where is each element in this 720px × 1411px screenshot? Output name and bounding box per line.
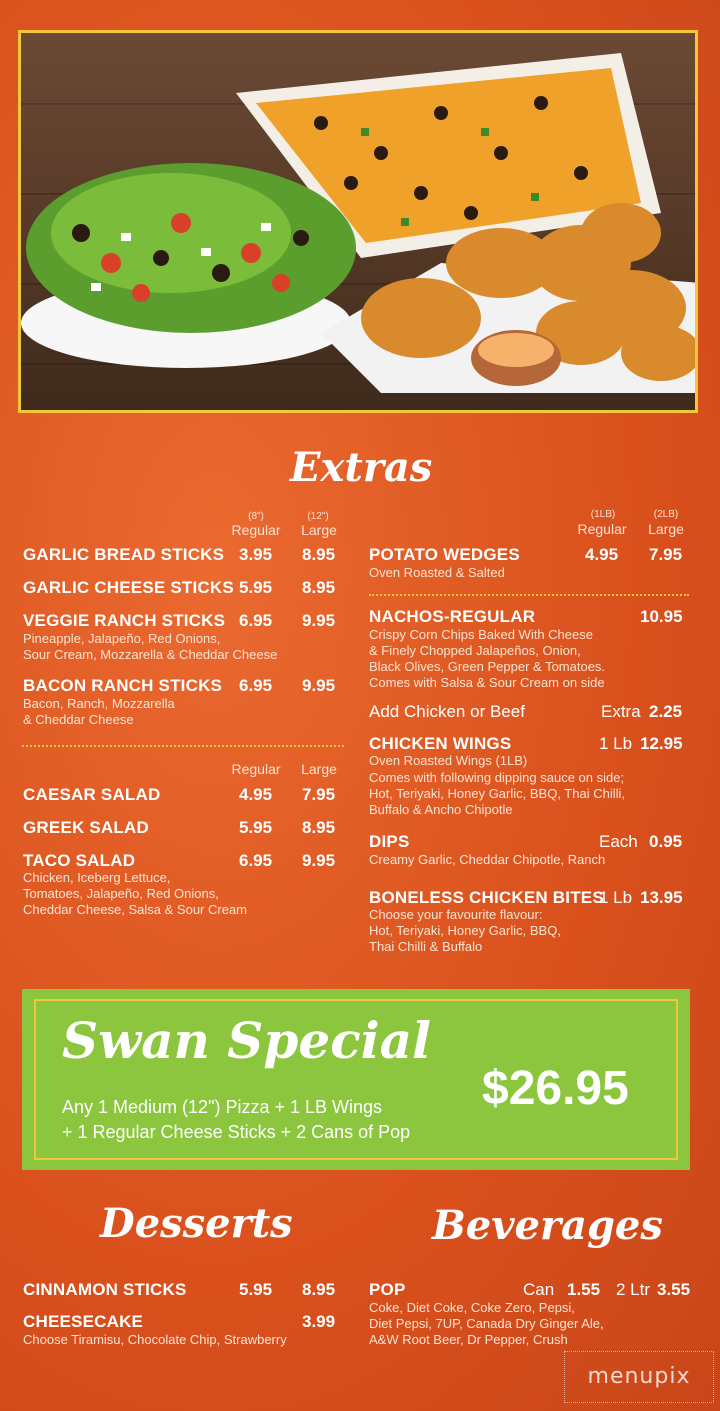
menu-item-name: POP — [369, 1280, 406, 1299]
menu-item-desc: Sour Cream, Mozzarella & Cheddar Cheese — [23, 647, 278, 662]
menu-item-price: 9.95 — [302, 851, 336, 870]
menu-item-unit: 1 Lb — [599, 734, 633, 753]
menu-item-price: 8.95 — [302, 545, 336, 564]
menu-item-price: 7.95 — [649, 545, 683, 564]
menu-item-desc: Black Olives, Green Pepper & Tomatoes. — [369, 659, 606, 674]
menu-item-name: NACHOS-REGULAR — [369, 607, 536, 626]
menu-item-name: POTATO WEDGES — [369, 545, 520, 564]
menu-item-name: GARLIC BREAD STICKS — [23, 545, 225, 564]
menu-item-price: 5.95 — [239, 578, 273, 597]
large-header: Large — [301, 761, 337, 777]
menu-item-desc: Cheddar Cheese, Salsa & Sour Cream — [23, 902, 248, 917]
menu-item-unit: Each — [599, 832, 638, 851]
menu-item-price: 9.95 — [302, 676, 336, 695]
menu-item-desc: Crispy Corn Chips Baked With Cheese — [369, 627, 593, 642]
menu-item-desc: Chicken, Iceberg Lettuce, — [23, 870, 171, 885]
menu-item-desc: Creamy Garlic, Cheddar Chipotle, Ranch — [369, 852, 606, 867]
menu-item-price: 7.95 — [302, 785, 336, 804]
menu-item-desc: Choose your favourite flavour: — [369, 907, 543, 922]
menu-item-desc: Buffalo & Ancho Chipotle — [369, 802, 513, 817]
special-line-2: + 1 Regular Cheese Sticks + 2 Cans of Pop — [62, 1122, 411, 1142]
menu-item-desc: Coke, Diet Coke, Coke Zero, Pepsi, — [369, 1300, 575, 1315]
regular-header: Regular — [231, 761, 281, 777]
menu-item-desc: Hot, Teriyaki, Honey Garlic, BBQ, — [369, 923, 561, 938]
menu-item-price: 6.95 — [239, 611, 273, 630]
can-label: Can — [523, 1280, 555, 1299]
menu-item-name: CHEESECAKE — [23, 1312, 144, 1331]
large-header: Large — [301, 522, 337, 538]
menu-item-name: GREEK SALAD — [23, 818, 149, 837]
menu-item-price: 0.95 — [649, 832, 683, 851]
menu-item-price: 5.95 — [239, 818, 273, 837]
menu-item-name: CINNAMON STICKS — [23, 1280, 187, 1299]
size-12-label: (12") — [307, 511, 329, 522]
extras-title: Extras — [290, 444, 433, 491]
special-price: $26.95 — [482, 1062, 629, 1115]
regular-header: Regular — [231, 522, 281, 538]
menu-item-price: 6.95 — [239, 851, 273, 870]
food-photo — [18, 30, 698, 413]
menu-item-price: 10.95 — [640, 607, 683, 626]
special-title: Swan Special — [62, 1011, 432, 1070]
menu-item-desc: Oven Roasted & Salted — [369, 565, 505, 580]
menu-item-desc: Diet Pepsi, 7UP, Canada Dry Ginger Ale, — [369, 1316, 604, 1331]
ltr-label: 2 Ltr — [616, 1280, 651, 1299]
menu-item-price: 12.95 — [640, 734, 683, 753]
watermark: menupix — [564, 1351, 714, 1403]
menu-item-name: CAESAR SALAD — [23, 785, 161, 804]
menu-item-desc: Pineapple, Jalapeño, Red Onions, — [23, 631, 221, 646]
menu-item-price: 4.95 — [585, 545, 619, 564]
swan-special-banner — [22, 989, 690, 1170]
menu-item-price: 9.95 — [302, 611, 336, 630]
menu-item-desc: Tomatoes, Jalapeño, Red Onions, — [23, 886, 219, 901]
desserts-title: Desserts — [100, 1200, 293, 1247]
menu-item-desc: & Cheddar Cheese — [23, 712, 134, 727]
menu-item-name: GARLIC CHEESE STICKS — [23, 578, 234, 597]
size-8-label: (8") — [248, 511, 264, 522]
menu-item-desc: Bacon, Ranch, Mozzarella — [23, 696, 175, 711]
divider — [369, 594, 689, 596]
can-price: 1.55 — [567, 1280, 601, 1299]
food-illustration — [21, 33, 698, 413]
menu-item-name: VEGGIE RANCH STICKS — [23, 611, 226, 630]
menu-item-name: CHICKEN WINGS — [369, 734, 512, 753]
large-header: Large — [648, 521, 684, 537]
menu-item-price: 3.95 — [239, 545, 273, 564]
menu-item-name: BONELESS CHICKEN BITES — [369, 888, 604, 907]
menu-item-desc: Thai Chilli & Buffalo — [369, 939, 483, 954]
menu-item-desc: Hot, Teriyaki, Honey Garlic, BBQ, Thai Chilli, — [369, 786, 625, 801]
menu-item-price: 5.95 — [239, 1280, 273, 1299]
menu-item-price: 13.95 — [640, 888, 683, 907]
menu-item-desc: Choose Tiramisu, Chocolate Chip, Strawberry — [23, 1332, 287, 1347]
menu-item-name: TACO SALAD — [23, 851, 136, 870]
beverages-title: Beverages — [432, 1202, 663, 1249]
menu-item-desc: Comes with following dipping sauce on side; — [369, 770, 625, 785]
menu-item-desc: A&W Root Beer, Dr Pepper, Crush — [369, 1332, 568, 1347]
menu-item-name: BACON RANCH STICKS — [23, 676, 223, 695]
menu-item-price: 6.95 — [239, 676, 273, 695]
menu-item-desc: & Finely Chopped Jalapeños, Onion, — [369, 643, 581, 658]
menu-item-desc: Oven Roasted Wings (1LB) — [369, 753, 528, 768]
addon-label: Add Chicken or Beef — [369, 702, 525, 721]
addon-extra-label: Extra — [601, 702, 641, 721]
size-2lb-label: (2LB) — [653, 509, 679, 520]
menu-item-price: 8.95 — [302, 578, 336, 597]
size-1lb-label: (1LB) — [590, 509, 616, 520]
special-line-1: Any 1 Medium (12") Pizza + 1 LB Wings — [62, 1097, 383, 1117]
addon-price: 2.25 — [649, 702, 683, 721]
menu-item-price: 8.95 — [302, 818, 336, 837]
menu-item-desc: Comes with Salsa & Sour Cream on side — [369, 675, 605, 690]
menu-item-unit: 1 Lb — [599, 888, 633, 907]
menu-item-price: 8.95 — [302, 1280, 336, 1299]
regular-header: Regular — [577, 521, 627, 537]
menu-item-price: 3.99 — [302, 1312, 336, 1331]
menu-item-price: 4.95 — [239, 785, 273, 804]
divider — [22, 745, 344, 747]
ltr-price: 3.55 — [657, 1280, 691, 1299]
menu-item-name: DIPS — [369, 832, 410, 851]
